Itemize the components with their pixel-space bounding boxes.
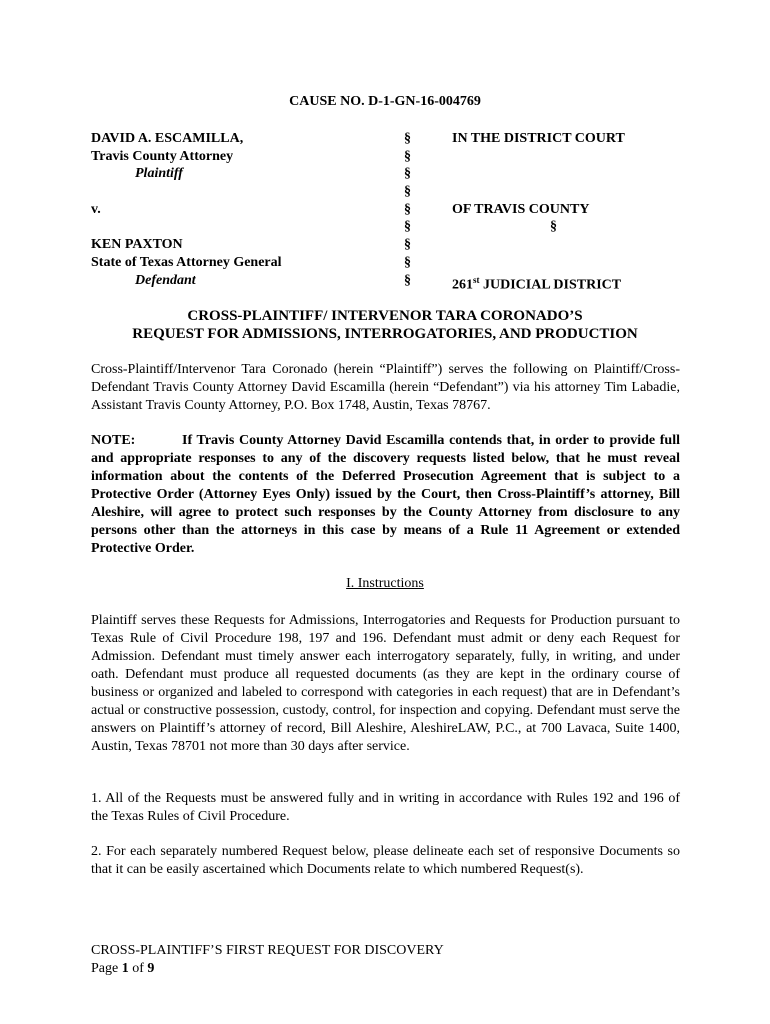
section-symbol: § xyxy=(404,272,411,288)
caption-spacer xyxy=(452,254,625,272)
page-number xyxy=(91,960,444,978)
section-symbol: § xyxy=(404,131,411,146)
page-total: 9 xyxy=(147,961,155,976)
page-footer xyxy=(91,942,444,978)
court-line-1: IN THE DISTRICT COURT xyxy=(452,131,625,146)
section-symbol: § xyxy=(404,184,411,200)
page-word: Page xyxy=(91,961,122,976)
section-symbol: § xyxy=(404,237,411,253)
section-symbol-column xyxy=(404,130,411,289)
document-title-line-2: REQUEST FOR ADMISSIONS, INTERROGATORIES, AND PRODUCTION xyxy=(132,326,638,342)
defendant-name: KEN PAXTON xyxy=(91,237,183,253)
defendant-title: State of Texas Attorney General xyxy=(91,254,282,270)
caption-spacer xyxy=(452,236,625,254)
section-symbol: § xyxy=(404,148,411,164)
court-line-3 xyxy=(452,272,625,293)
section-symbol: § xyxy=(404,254,411,270)
of-word: of xyxy=(128,961,148,976)
instruction-item-2: 2. For each separately numbered Request below, please delineate each set of responsive Documents so that it can be easily ascertained which Documents relate to which numbered Request(s). xyxy=(91,844,680,877)
footer-title: CROSS-PLAINTIFF’S FIRST REQUEST FOR DISCOVERY xyxy=(91,943,444,958)
section-symbol: § xyxy=(404,219,411,235)
note-label: NOTE: xyxy=(91,433,136,448)
court-column xyxy=(452,130,625,293)
document-title-line-1: CROSS-PLAINTIFF/ INTERVENOR TARA CORONADO’S xyxy=(187,308,583,324)
district-ordinal: st xyxy=(473,274,480,285)
cause-number: CAUSE NO. D-1-GN-16-004769 xyxy=(289,94,481,109)
intro-paragraph: Cross-Plaintiff/Intervenor Tara Coronado (herein “Plaintiff”) serves the following on Plaintiff/Cross-Defendant Travis County Attorney David Escamilla (herein “Defendant”) via his attorney Tim Labadie, Assistant Travis County Attorney, P.O. Box 1748, Austin, Texas 78767. xyxy=(91,362,680,413)
district-number: 261 xyxy=(452,277,473,293)
defendant-role: Defendant xyxy=(135,272,196,288)
caption-spacer xyxy=(452,183,625,201)
caption-parties xyxy=(91,130,282,289)
section-symbol: § xyxy=(404,201,411,217)
versus-label: v. xyxy=(91,201,101,217)
district-text: JUDICIAL DISTRICT xyxy=(479,277,622,293)
caption-spacer xyxy=(91,218,282,236)
caption-spacer xyxy=(452,148,625,166)
caption-spacer xyxy=(452,165,625,183)
court-line-2: OF TRAVIS COUNTY xyxy=(452,201,590,217)
instruction-item-1: 1. All of the Requests must be answered fully and in writing in accordance with Rules 192 and 196 of the Texas Rules of Civil Procedure. xyxy=(91,791,680,824)
page-current: 1 xyxy=(121,961,129,976)
section-heading: I. Instructions xyxy=(346,576,424,591)
court-line-2-symbol: § xyxy=(550,219,557,235)
note-paragraph xyxy=(91,432,680,558)
caption-spacer xyxy=(91,183,282,201)
plaintiff-title: Travis County Attorney xyxy=(91,148,234,164)
plaintiff-role: Plaintiff xyxy=(135,166,183,182)
note-text: If Travis County Attorney David Escamilla contends that, in order to provide full and appropriate responses to any of the discovery requests listed below, that he must reveal information about the contents of the Deferred Prosecution Agreement that is subject to a Protective Order (Attorney Eyes Only) issued by the Court, then Cross-Plaintiff’s attorney, Bill Aleshire, will agree to protect such responses by the County Attorney from disclosure to any persons other than the attorneys in this case by means of a Rule 11 Agreement or extended Protective Order. xyxy=(91,433,680,556)
section-symbol: § xyxy=(404,166,411,182)
plaintiff-name: DAVID A. ESCAMILLA, xyxy=(91,131,244,146)
instructions-paragraph: Plaintiff serves these Requests for Admissions, Interrogatories and Requests for Production pursuant to Texas Rule of Civil Procedure 198, 197 and 196. Defendant must admit or deny each Request for Admission. Defendant must timely answer each interrogatory separately, fully, in writing, and under oath. Defendant must produce all requested documents (as they are kept in the ordinary course of business or organized and labeled to correspond with categories in each request) that are in Defendant’s actual or constructive possession, custody, control, for inspection and copying. Defendant must serve the answers on Plaintiff’s attorney of record, Bill Aleshire, AleshireLAW, P.C., at 700 Lavaca, Suite 1400, Austin, Texas 78701 not more than 30 days after service. xyxy=(91,613,680,754)
